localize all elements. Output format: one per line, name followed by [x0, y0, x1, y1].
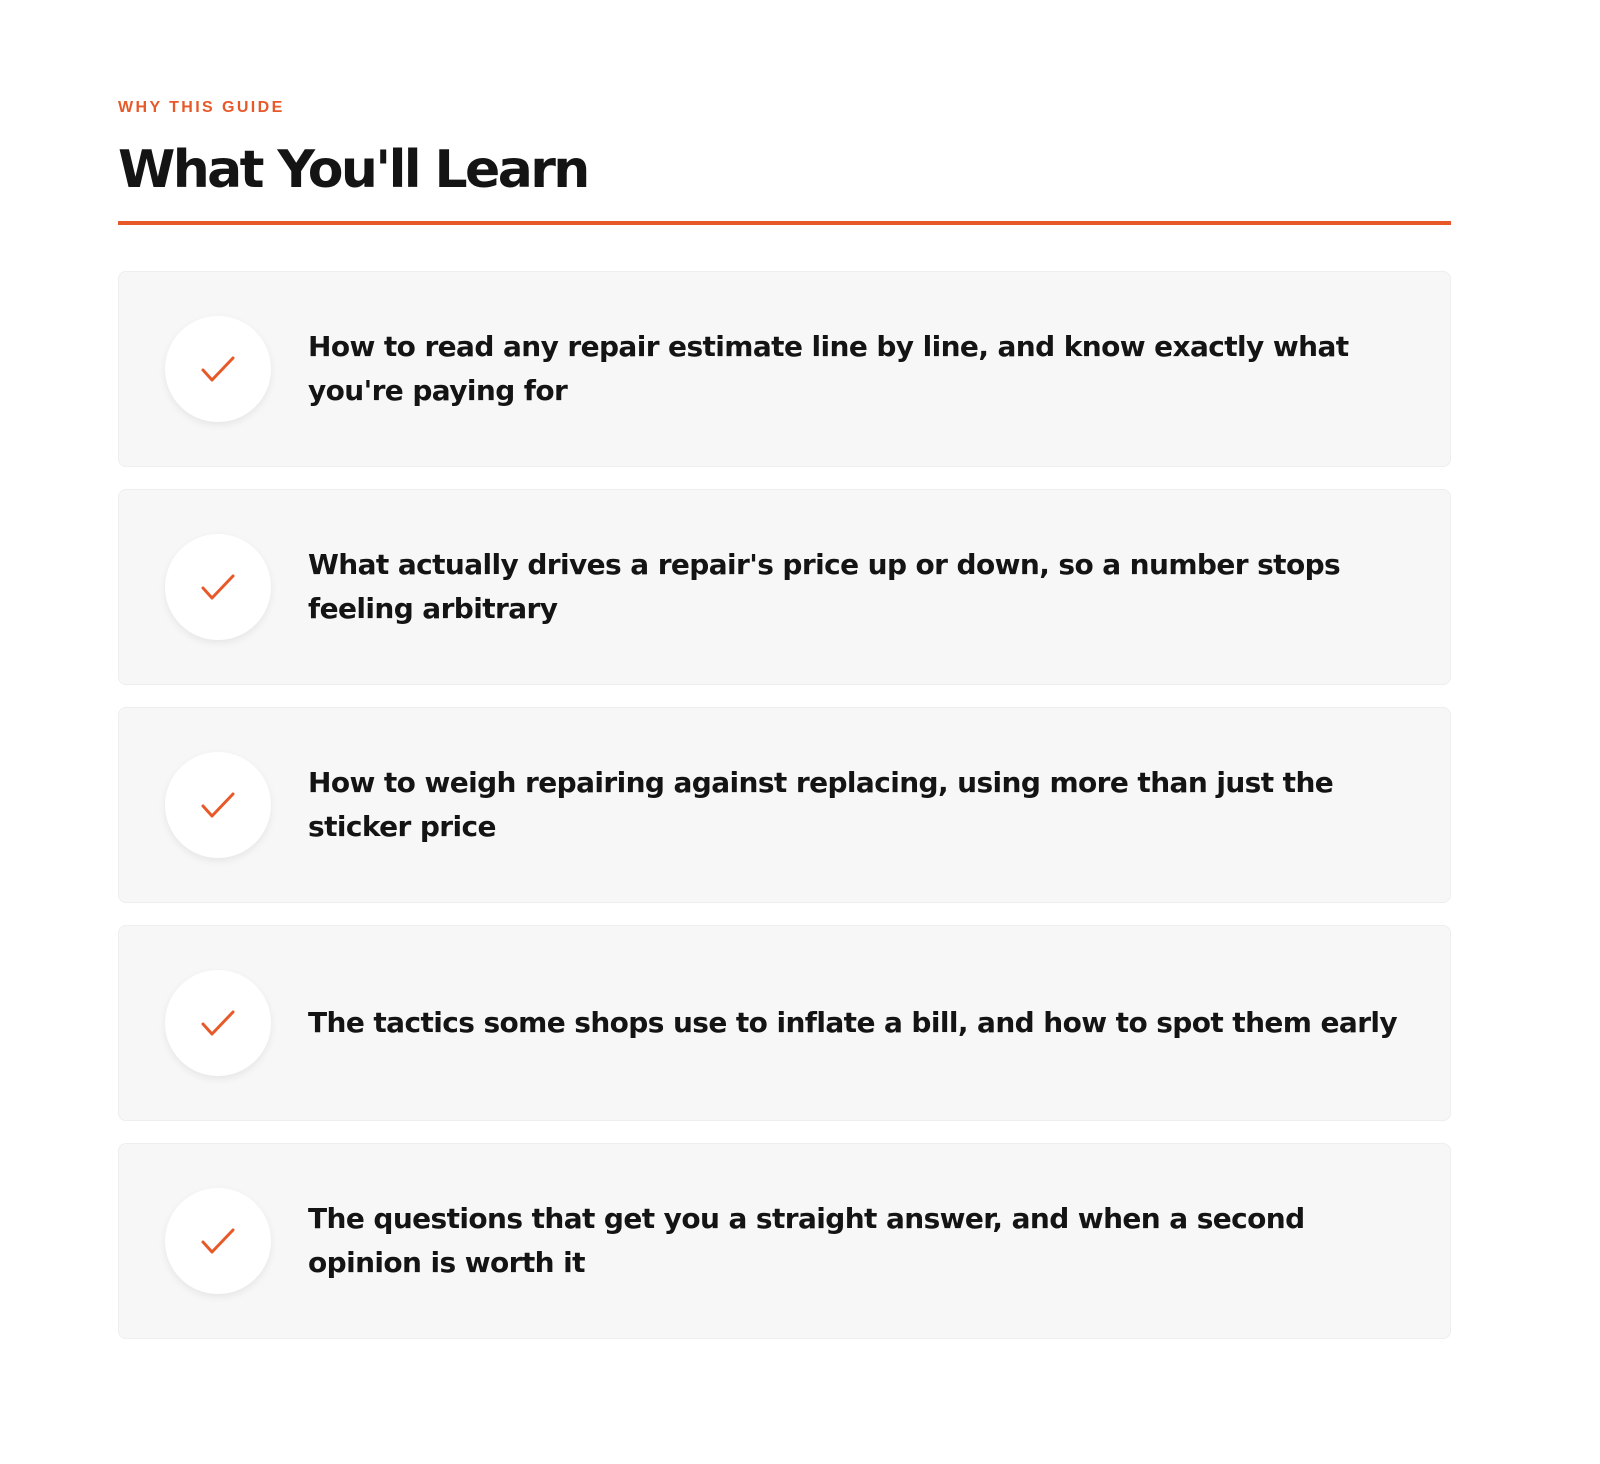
- title-divider: [118, 221, 1451, 225]
- learn-item: [118, 925, 1451, 1121]
- check-icon: [165, 534, 271, 640]
- check-icon: [165, 1188, 271, 1294]
- check-icon: [165, 752, 271, 858]
- learn-item-text: How to read any repair estimate line by line, and know exactly what you're paying for: [308, 330, 1349, 407]
- learn-item-text: What actually drives a repair's price up or down, so a number stops feeling arbitrary: [308, 548, 1341, 625]
- learn-item: [118, 1143, 1451, 1339]
- section-eyebrow: WHY THIS GUIDE: [118, 99, 285, 116]
- section-title: What You'll Learn: [118, 140, 588, 200]
- learn-item: [118, 271, 1451, 467]
- learn-item: [118, 489, 1451, 685]
- learn-item: [118, 707, 1451, 903]
- learn-list: [118, 271, 1451, 1361]
- learn-item-text: The tactics some shops use to inflate a bill, and how to spot them early: [308, 1006, 1398, 1039]
- learn-item-text: The questions that get you a straight answer, and when a second opinion is worth it: [308, 1202, 1305, 1279]
- learn-item-text: How to weigh repairing against replacing, using more than just the sticker price: [308, 766, 1334, 843]
- check-icon: [165, 316, 271, 422]
- check-icon: [165, 970, 271, 1076]
